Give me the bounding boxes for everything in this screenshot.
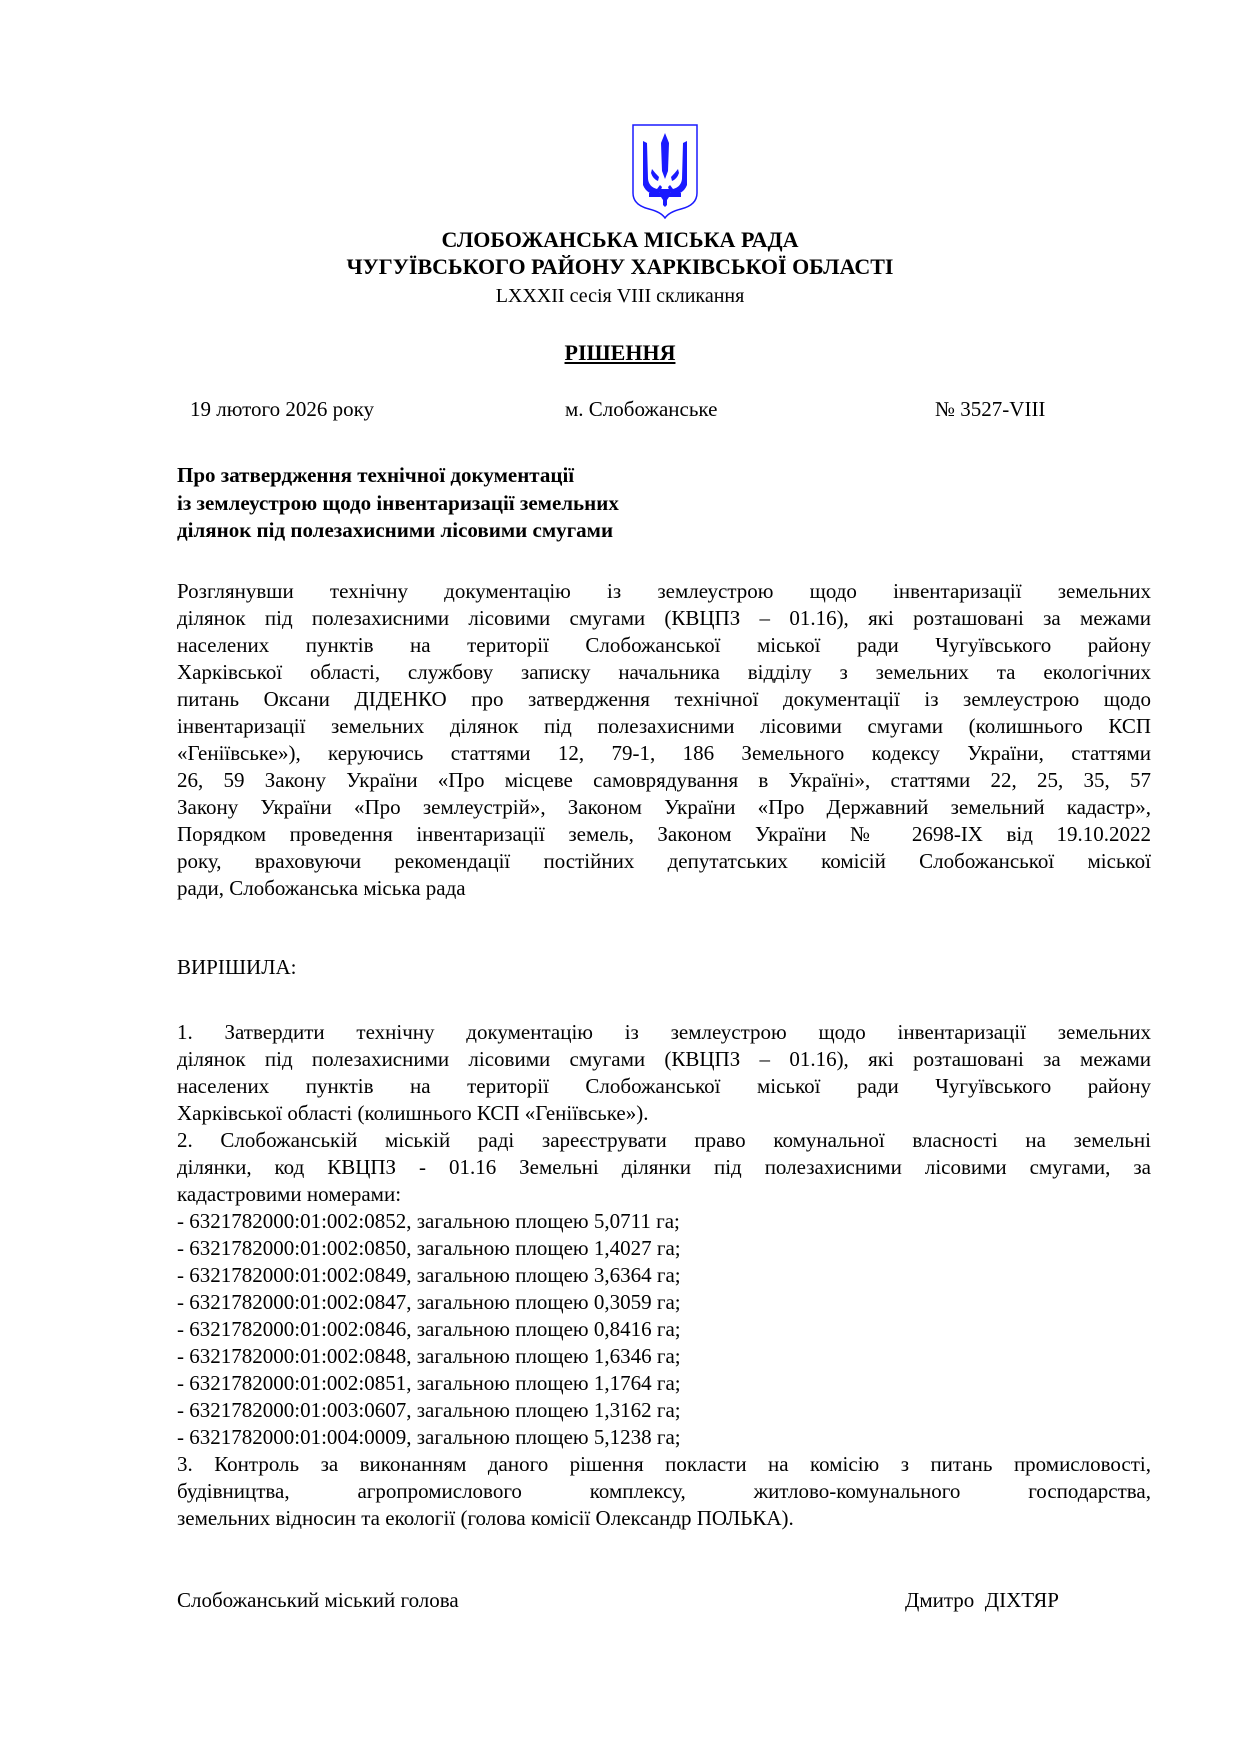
decision-date: 19 лютого 2026 року (190, 397, 375, 421)
subject-line: Про затвердження технічної документації (177, 463, 575, 487)
parcel-item: - 6321782000:01:003:0607, загальною площею 1,3162 га; (177, 1398, 681, 1422)
parcel-item: - 6321782000:01:002:0846, загальною площею 0,8416 га; (177, 1317, 681, 1341)
parcel-item: - 6321782000:01:002:0852, загальною площею 5,0711 га; (177, 1209, 680, 1233)
parcel-item: - 6321782000:01:002:0851, загальною площею 1,1764 га; (177, 1371, 681, 1395)
preamble-line: «Геніївське»), керуючись статтями 12, 79-1, 186 Земельного кодексу України, статтями (177, 741, 1151, 765)
parcel-item: - 6321782000:01:002:0848, загальною площею 1,6346 га; (177, 1344, 681, 1368)
item1-line: 1. Затвердити технічну документацію із землеустрою щодо інвентаризації земельних (177, 1020, 1151, 1044)
council-name: СЛОБОЖАНСЬКА МІСЬКА РАДА (441, 227, 799, 252)
parcel-item: - 6321782000:01:004:0009, загальною площею 5,1238 га; (177, 1425, 681, 1449)
preamble-line: року, враховуючи рекомендації постійних депутатських комісій Слобожанської міської (177, 849, 1151, 873)
preamble-line: Харківської області, службову записку начальника відділу з земельних та екологічних (177, 660, 1151, 684)
subject-line: ділянок під полезахисними лісовими смугами (177, 518, 614, 542)
session-info: LXXXII сесія VIII скликання (495, 285, 745, 307)
item2-line: 2. Слобожанській міській раді зареєструвати право комунальної власності на земельні (177, 1128, 1151, 1152)
parcel-item: - 6321782000:01:002:0847, загальною площею 0,3059 га; (177, 1290, 681, 1314)
preamble-line: інвентаризації земельних ділянок під полезахисними лісовими смугами (колишнього КСП (177, 714, 1151, 738)
item1-line: Харківської області (колишнього КСП «Геніївське»). (177, 1101, 649, 1125)
preamble-line: 26, 59 Закону України «Про місцеве самоврядування в Україні», статтями 22, 25, 35, 57 (177, 768, 1151, 792)
preamble-line: Розглянувши технічну документацію із землеустрою щодо інвентаризації земельних (177, 579, 1151, 603)
item2-line: кадастровими номерами: (177, 1182, 402, 1206)
document-type: РІШЕННЯ (564, 340, 676, 365)
item3-line: земельних відносин та екології (голова комісії Олександр ПОЛЬКА). (177, 1506, 794, 1530)
decision-place: м. Слобожанське (565, 397, 718, 421)
item1-line: населених пунктів на території Слобожанської міської ради Чугуївського району (177, 1074, 1151, 1098)
decision-subject (177, 462, 619, 545)
preamble-line: Закону України «Про землеустрій», Законом України «Про Державний земельний кадастр», (177, 795, 1151, 819)
subject-line: із землеустрою щодо інвентаризації земельних (177, 490, 619, 515)
coat-of-arms-icon (631, 123, 699, 219)
item1-line: ділянок під полезахисними лісовими смугами (КВЦПЗ – 01.16), які розташовані за межами (177, 1047, 1151, 1071)
preamble-line: населених пунктів на території Слобожанської міської ради Чугуївського району (177, 633, 1151, 657)
item3-line: 3. Контроль за виконанням даного рішення покласти на комісію з питань промисловості, (177, 1452, 1151, 1476)
district-name: ЧУГУЇВСЬКОГО РАЙОНУ ХАРКІВСЬКОЇ ОБЛАСТІ (346, 254, 894, 279)
resolved-label: ВИРІШИЛА: (177, 955, 297, 979)
parcel-item: - 6321782000:01:002:0849, загальною площею 3,6364 га; (177, 1263, 681, 1287)
signature-name: Дмитро ДІХТЯР (905, 1588, 1059, 1612)
item2-line: ділянки, код КВЦПЗ - 01.16 Земельні ділянки під полезахисними лісовими смугами, за (177, 1155, 1151, 1179)
preamble-line: ради, Слобожанська міська рада (177, 876, 466, 900)
preamble-line: питань Оксани ДІДЕНКО про затвердження технічної документації із землеустрою щодо (177, 687, 1151, 711)
decision-number: № 3527-VIII (935, 397, 1046, 421)
parcel-item: - 6321782000:01:002:0850, загальною площею 1,4027 га; (177, 1236, 681, 1260)
preamble-line: Порядком проведення інвентаризації земель, Законом України № 2698-IX від 19.10.2022 (177, 822, 1151, 846)
signature-position: Слобожанський міський голова (177, 1588, 459, 1612)
item3-line: будівництва, агропромислового комплексу, житлово-комунального господарства, (177, 1479, 1151, 1503)
preamble-line: ділянок під полезахисними лісовими смугами (КВЦПЗ – 01.16), які розташовані за межами (177, 606, 1151, 630)
